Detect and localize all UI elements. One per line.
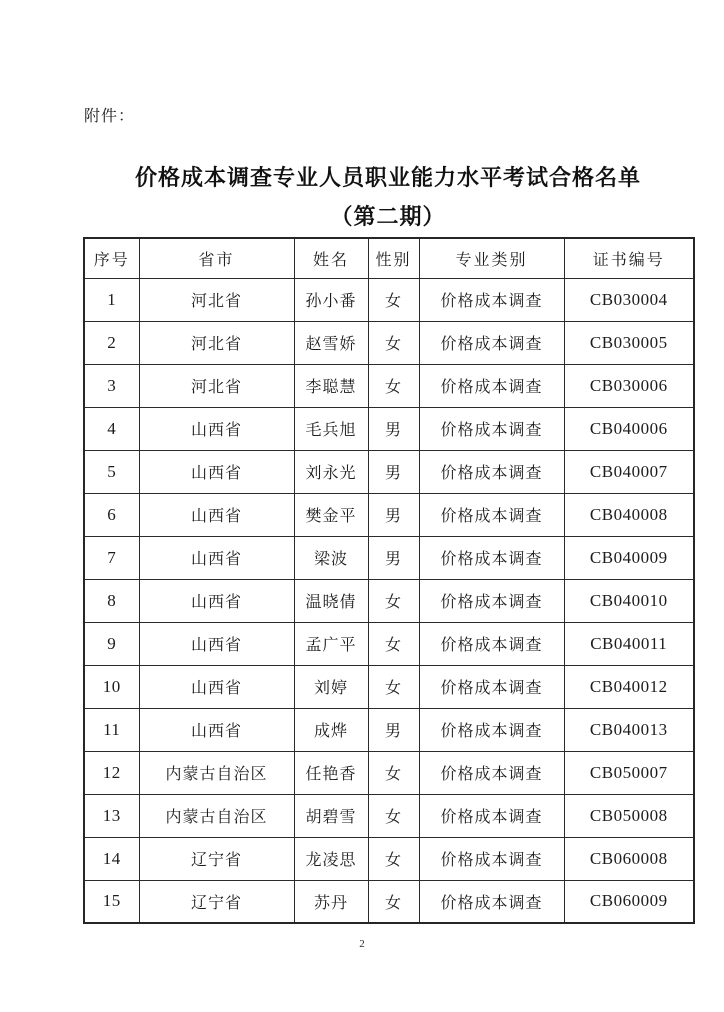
- table-cell: 女: [368, 665, 419, 708]
- table-cell: 胡碧雪: [294, 794, 368, 837]
- table-cell: CB060009: [564, 880, 694, 923]
- table-cell: 价格成本调查: [419, 407, 564, 450]
- table-cell: 10: [84, 665, 139, 708]
- column-header: 性别: [368, 238, 419, 278]
- table-cell: CB030004: [564, 278, 694, 321]
- table-cell: 价格成本调查: [419, 665, 564, 708]
- table-cell: 辽宁省: [139, 880, 294, 923]
- table-cell: 6: [84, 493, 139, 536]
- table-cell: 女: [368, 794, 419, 837]
- table-row: [84, 708, 694, 751]
- table-cell: 男: [368, 450, 419, 493]
- table-cell: 成烨: [294, 708, 368, 751]
- table-row: [84, 665, 694, 708]
- document-title: 价格成本调查专业人员职业能力水平考试合格名单: [134, 165, 641, 190]
- table-cell: 内蒙古自治区: [139, 794, 294, 837]
- table-row: [84, 536, 694, 579]
- table-cell: 女: [368, 837, 419, 880]
- document-subtitle: （第二期）: [330, 204, 446, 229]
- table-cell: 山西省: [139, 450, 294, 493]
- table-cell: 苏丹: [294, 880, 368, 923]
- table-cell: 价格成本调查: [419, 880, 564, 923]
- table-cell: 15: [84, 880, 139, 923]
- table-cell: 12: [84, 751, 139, 794]
- table-cell: CB050007: [564, 751, 694, 794]
- table-cell: 辽宁省: [139, 837, 294, 880]
- table-cell: 河北省: [139, 278, 294, 321]
- table-cell: 刘永光: [294, 450, 368, 493]
- table-cell: 价格成本调查: [419, 794, 564, 837]
- table-row: [84, 622, 694, 665]
- table-cell: 毛兵旭: [294, 407, 368, 450]
- table-row: [84, 450, 694, 493]
- table-cell: 山西省: [139, 708, 294, 751]
- table-cell: 河北省: [139, 321, 294, 364]
- table-row: [84, 794, 694, 837]
- table-cell: 男: [368, 407, 419, 450]
- table-cell: CB060008: [564, 837, 694, 880]
- table-cell: 2: [84, 321, 139, 364]
- table-cell: 樊金平: [294, 493, 368, 536]
- table-cell: CB040011: [564, 622, 694, 665]
- table-cell: 价格成本调查: [419, 493, 564, 536]
- attachment-label: 附件：: [84, 108, 136, 125]
- table-cell: 14: [84, 837, 139, 880]
- table-cell: 8: [84, 579, 139, 622]
- table-cell: CB040012: [564, 665, 694, 708]
- table-cell: 价格成本调查: [419, 579, 564, 622]
- table-cell: 价格成本调查: [419, 536, 564, 579]
- table-cell: 女: [368, 364, 419, 407]
- table-cell: CB040009: [564, 536, 694, 579]
- table-cell: 价格成本调查: [419, 364, 564, 407]
- table-cell: 价格成本调查: [419, 708, 564, 751]
- table-body: [84, 278, 694, 923]
- column-header: 证书编号: [564, 238, 694, 278]
- table-cell: CB030005: [564, 321, 694, 364]
- table-row: [84, 880, 694, 923]
- table-cell: 山西省: [139, 579, 294, 622]
- table-cell: 男: [368, 536, 419, 579]
- column-header: 姓名: [294, 238, 368, 278]
- table-cell: 女: [368, 579, 419, 622]
- table-cell: 女: [368, 880, 419, 923]
- table-row: [84, 364, 694, 407]
- table-cell: CB030006: [564, 364, 694, 407]
- table-cell: 温晓倩: [294, 579, 368, 622]
- table-cell: CB050008: [564, 794, 694, 837]
- table-cell: 价格成本调查: [419, 278, 564, 321]
- table-cell: 刘婷: [294, 665, 368, 708]
- table-cell: 价格成本调查: [419, 321, 564, 364]
- table-cell: 4: [84, 407, 139, 450]
- table-cell: 7: [84, 536, 139, 579]
- table-cell: 价格成本调查: [419, 751, 564, 794]
- table-cell: 9: [84, 622, 139, 665]
- table-cell: 3: [84, 364, 139, 407]
- table-cell: 山西省: [139, 493, 294, 536]
- table-cell: 孟广平: [294, 622, 368, 665]
- table-cell: 女: [368, 751, 419, 794]
- table-cell: 山西省: [139, 536, 294, 579]
- table-cell: 山西省: [139, 622, 294, 665]
- table-cell: CB040008: [564, 493, 694, 536]
- table-cell: 女: [368, 622, 419, 665]
- table-cell: 任艳香: [294, 751, 368, 794]
- table-cell: 龙凌思: [294, 837, 368, 880]
- table-cell: 价格成本调查: [419, 450, 564, 493]
- table-row: [84, 321, 694, 364]
- table-cell: CB040010: [564, 579, 694, 622]
- table-cell: 内蒙古自治区: [139, 751, 294, 794]
- table-cell: CB040006: [564, 407, 694, 450]
- table-cell: 价格成本调查: [419, 837, 564, 880]
- table-row: [84, 751, 694, 794]
- page-number: 2: [359, 938, 365, 950]
- table-header-row: [84, 238, 694, 278]
- table-cell: 梁波: [294, 536, 368, 579]
- table-cell: 男: [368, 708, 419, 751]
- table-cell: 1: [84, 278, 139, 321]
- qualified-roster-table: [83, 237, 695, 924]
- table-cell: 赵雪娇: [294, 321, 368, 364]
- table-cell: 5: [84, 450, 139, 493]
- table-cell: 女: [368, 321, 419, 364]
- table-cell: 13: [84, 794, 139, 837]
- column-header: 专业类别: [419, 238, 564, 278]
- table-cell: CB040013: [564, 708, 694, 751]
- table-cell: CB040007: [564, 450, 694, 493]
- table-cell: 女: [368, 278, 419, 321]
- table-cell: 男: [368, 493, 419, 536]
- table-cell: 11: [84, 708, 139, 751]
- table-row: [84, 493, 694, 536]
- table-cell: 李聪慧: [294, 364, 368, 407]
- table-cell: 河北省: [139, 364, 294, 407]
- table-row: [84, 837, 694, 880]
- column-header: 序号: [84, 238, 139, 278]
- table-cell: 价格成本调查: [419, 622, 564, 665]
- table-row: [84, 278, 694, 321]
- column-header: 省市: [139, 238, 294, 278]
- table-cell: 孙小番: [294, 278, 368, 321]
- table-cell: 山西省: [139, 665, 294, 708]
- table-row: [84, 407, 694, 450]
- table-cell: 山西省: [139, 407, 294, 450]
- table-row: [84, 579, 694, 622]
